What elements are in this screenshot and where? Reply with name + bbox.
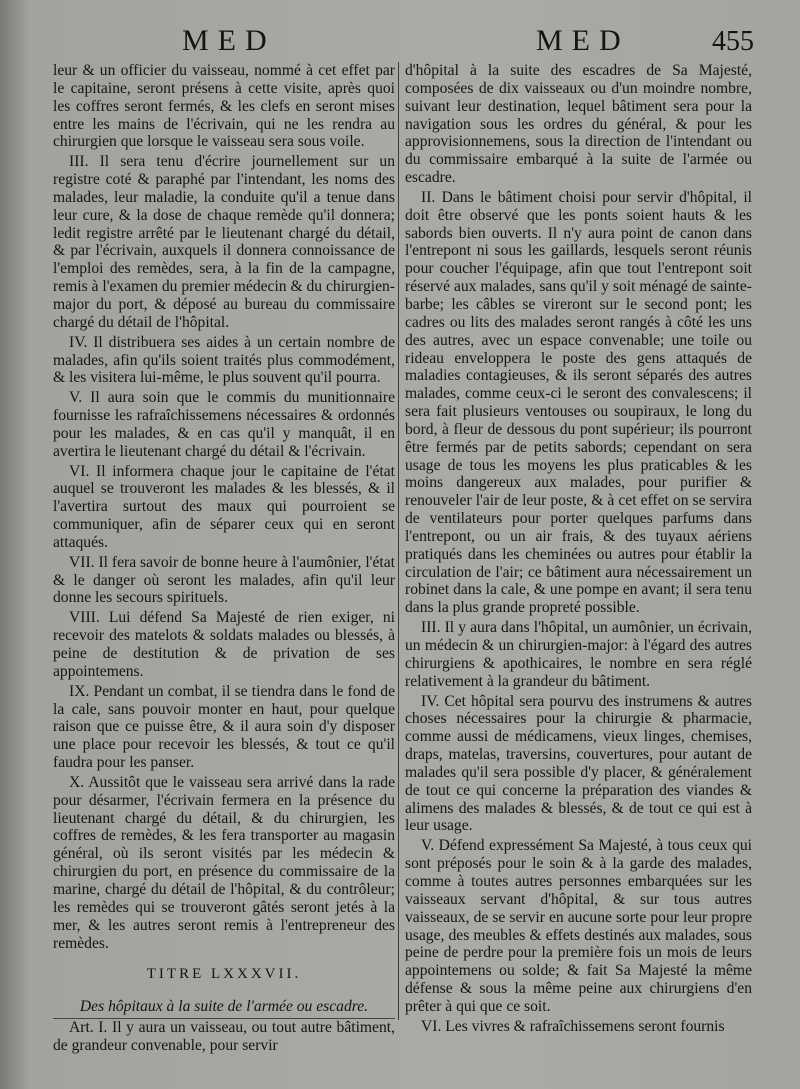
paragraph: VI. Il informera chaque jour le capitaine de l'état auquel se trouveront les malades & les blessés, & il l'avertira surtout des maux qui pourroient se communiquer, afin de séparer ceux qui en seront attaqués. (53, 462, 395, 551)
page-number: 455 (712, 26, 754, 57)
paragraph: VII. Il fera savoir de bonne heure à l'aumônier, l'état & le danger où seront les malades, afin qu'il leur donne les secours spirituels. (53, 553, 395, 607)
left-column (53, 62, 395, 1055)
section-title: TITRE LXXXVII. (146, 966, 302, 983)
paragraph: VIII. Lui défend Sa Majesté de rien exiger, ni recevoir des matelots & soldats malades ou blessés, à peine de destitution & de privation de ses appointemens. (53, 609, 395, 680)
paragraph: V. Il aura soin que le commis du munitionnaire fournisse les rafraîchissemens nécessaires & ordonnés pour les malades, & en cas qu'il y manquât, il en avertira le lieutenant chargé du détail & l'écrivain. (53, 389, 395, 460)
paragraph: IV. Cet hôpital sera pourvu des instrumens & autres choses nécessaires pour la chirurgie & pharmacie, comme aussi de médicamens, vieux linges, chemises, draps, matelas, traversins, couvertures, pour autant de malades qu'il sera possible d'y placer, & généralement de tout ce qui concerne la préparation des viandes & alimens des malades & blessés, & de tout ce qui est à leur usage. (405, 692, 752, 835)
paragraph: V. Défend expressément Sa Majesté, à tous ceux qui sont préposés pour le soin & à la garde des malades, comme à toutes autres personnes embarquées sur les vaisseaux servant d'hôpital, & sur tous autres vaisseaux, de se servir en aucune sorte pour leur propre usage, des meubles & effets destinés aux malades, sous peine de perdre pour la première fois un mois de leurs appointemens ou solde; & fait Sa Majesté la même défense & sous la même peine aux chirurgiens d'en prêter à qui que ce soit. (405, 837, 752, 1015)
paragraph: VI. Les vivres & rafraîchissemens seront fournis (421, 1017, 725, 1035)
paragraph: III. Il y aura dans l'hôpital, un aumônier, un écrivain, un médecin & un chirurgien-major: à l'égard des autres chirurgiens & apothicaires, le nombre en sera réglé relativement à la grandeur du bâtiment. (405, 619, 752, 690)
paragraph: d'hôpital à la suite des escadres de Sa Majesté, composées de dix vaisseaux ou d'un moindre nombre, suivant leur destination, lequel bâtiment sera pour la navigation sous les ordres du général, & pour les approvisionnemens, sous la direction de l'intendant ou du commissaire embarqué à la suite de l'armée ou escadre. (405, 62, 752, 187)
section-subtitle: Des hôpitaux à la suite de l'armée ou escadre. (79, 998, 369, 1016)
right-column (405, 62, 752, 1036)
paragraph: leur & un officier du vaisseau, nommé à cet effet par le capitaine, seront présens à cette visite, après quoi les coffres seront fermés, & les clefs en seront mises entre les mains de l'écrivain, qui ne les rendra au chirurgien que lorsque le vaisseau sera sous voile. (53, 62, 395, 151)
paragraph: IV. Il distribuera ses aides à un certain nombre de malades, afin qu'ils soient traités plus commodément, & les visitera lui-même, le plus souvent qu'il pourra. (53, 333, 395, 387)
column-divider (398, 62, 399, 1020)
paragraph: X. Aussitôt que le vaisseau sera arrivé dans la rade pour désarmer, l'écrivain fermera en la présence du lieutenant chargé du détail, & du chirurgien, les coffres de remèdes, & les fera transporter au magasin général, où ils seront visités par les médecin & chirurgien du port, en présence du commissaire de la marine, chargé du détail de l'hôpital, & du contrôleur; les remèdes qui se trouveront gâtés seront jetés à la mer, & les autres seront remis à l'entrepreneur des remèdes. (53, 773, 395, 952)
paragraph: IX. Pendant un combat, il se tiendra dans le fond de la cale, sans pouvoir monter en haut, pour quelque raison que ce puisse être, & il aura soin d'y disposer une place pour recevoir les blessés, & tout ce qu'il faudra pour les panser. (53, 682, 395, 772)
paragraph: III. Il sera tenu d'écrire journellement sur un registre coté & paraphé par l'intendant, les noms des malades, leur maladie, la conduite qu'il a tenue dans leur cure, & la dose de chaque remède qu'il donnera; ledit registre arrêté par le lieutenant chargé du détail, & par l'écrivain, auxquels il donnera connoissance de l'emploi des remèdes, sera, à la fin de la campagne, remis à l'examen du premier médecin & du chirurgien-major du port, & déposé au bureau du commissaire chargé du détail de l'hôpital. (53, 153, 395, 331)
running-head-right: MED (536, 24, 630, 57)
paragraph: II. Dans le bâtiment choisi pour servir d'hôpital, il doit être observé que les ponts soient hauts & les sabords bien ouverts. Il n'y aura point de canon dans l'entrepont ni sous les gaillards, lesquels seront réunis pour coucher l'équipage, afin que tout l'entrepont soit réservé aux malades, sans qu'il y soit ménagé de sainte-barbe; les câbles se vireront sur le second pont; les cadres ou lits des malades seront rangés à côté les uns des autres, avec un espace convenable; une toile ou rideau enveloppera le poste des gens attaqués de maladies contagieuses, & ils seront séparés des autres malades, comme ceux-ci le seront des convalescens; il sera fait plusieurs ventouses ou soupiraux, le long du bord, à fleur de dessous du pont supérieur; ils pourront être fermés par de petits sabords; cependant on sera usage de tous les moyens les plus praticables & les moins dangereux aux malades, pour purifier & renouveler l'air de leur poste, & à cet effet on se servira de ventilateurs pour porter quelques parfums dans l'entrepont, ou un air frais, & des tuyaux aériens pratiqués dans les cheminées ou autres pour établir la circulation de l'air; ce bâtiment aura nécessairement un robinet dans la cale, & une pompe en avant; il sera tenu dans la plus grande propreté possible. (405, 188, 752, 617)
paragraph: Art. I. Il y aura un vaisseau, ou tout autre bâtiment, de grandeur convenable, pour servir (53, 1019, 395, 1054)
running-head-left: MED (182, 24, 276, 57)
